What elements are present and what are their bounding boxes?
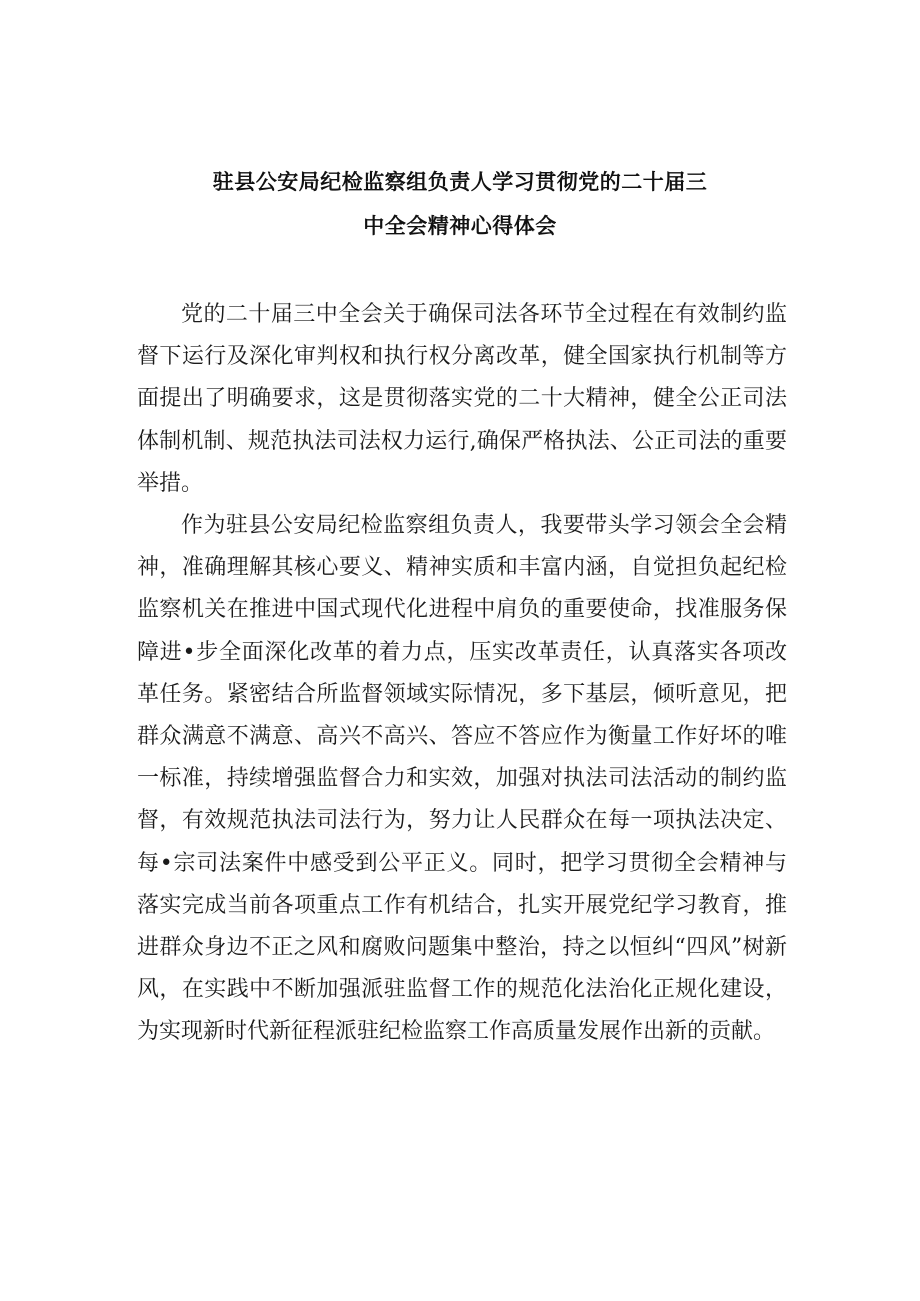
title-line-2: 中全会精神心得体会 (363, 214, 557, 238)
paragraph-1: 党的二十届三中全会关于确保司法各环节全过程在有效制约监督下运行及深化审判权和执行权分离改革，健全国家执行机制等方面提出了明确要求，这是贯彻落实党的二十大精神，健全公正司法体制机制、规范执法司法权力运行,确保严格执法、公正司法的重要举措。 (137, 302, 787, 496)
document-body (137, 294, 787, 1054)
title-line-1: 驻县公安局纪检监察组负责人学习贯彻党的二十届三 (212, 170, 708, 194)
paragraph-2: 作为驻县公安局纪检监察组负责人，我要带头学习领会全会精神，准确理解其核心要义、精神实质和丰富内涵，自觉担负起纪检监察机关在推进中国式现代化进程中肩负的重要使命，找准服务保障进•步全面深化改革的着力点，压实改革责任，认真落实各项改革任务。紧密结合所监督领域实际情况，多下基层，倾听意见，把群众满意不满意、高兴不高兴、答应不答应作为衡量工作好坏的唯一标准，持续增强监督合力和实效，加强对执法司法活动的制约监督，有效规范执法司法行为，努力让人民群众在每一项执法决定、每•宗司法案件中感受到公平正义。同时，把学习贯彻全会精神与落实完成当前各项重点工作有机结合，扎实开展党纪学习教育，推进群众身边不正之风和腐败问题集中整治，持之以恒纠“四风”树新风，在实践中不断加强派驻监督工作的规范化法治化正规化建设，为实现新时代新征程派驻纪检监察工作高质量发展作出新的贡献。 (137, 513, 787, 1045)
document-title (0, 160, 920, 248)
